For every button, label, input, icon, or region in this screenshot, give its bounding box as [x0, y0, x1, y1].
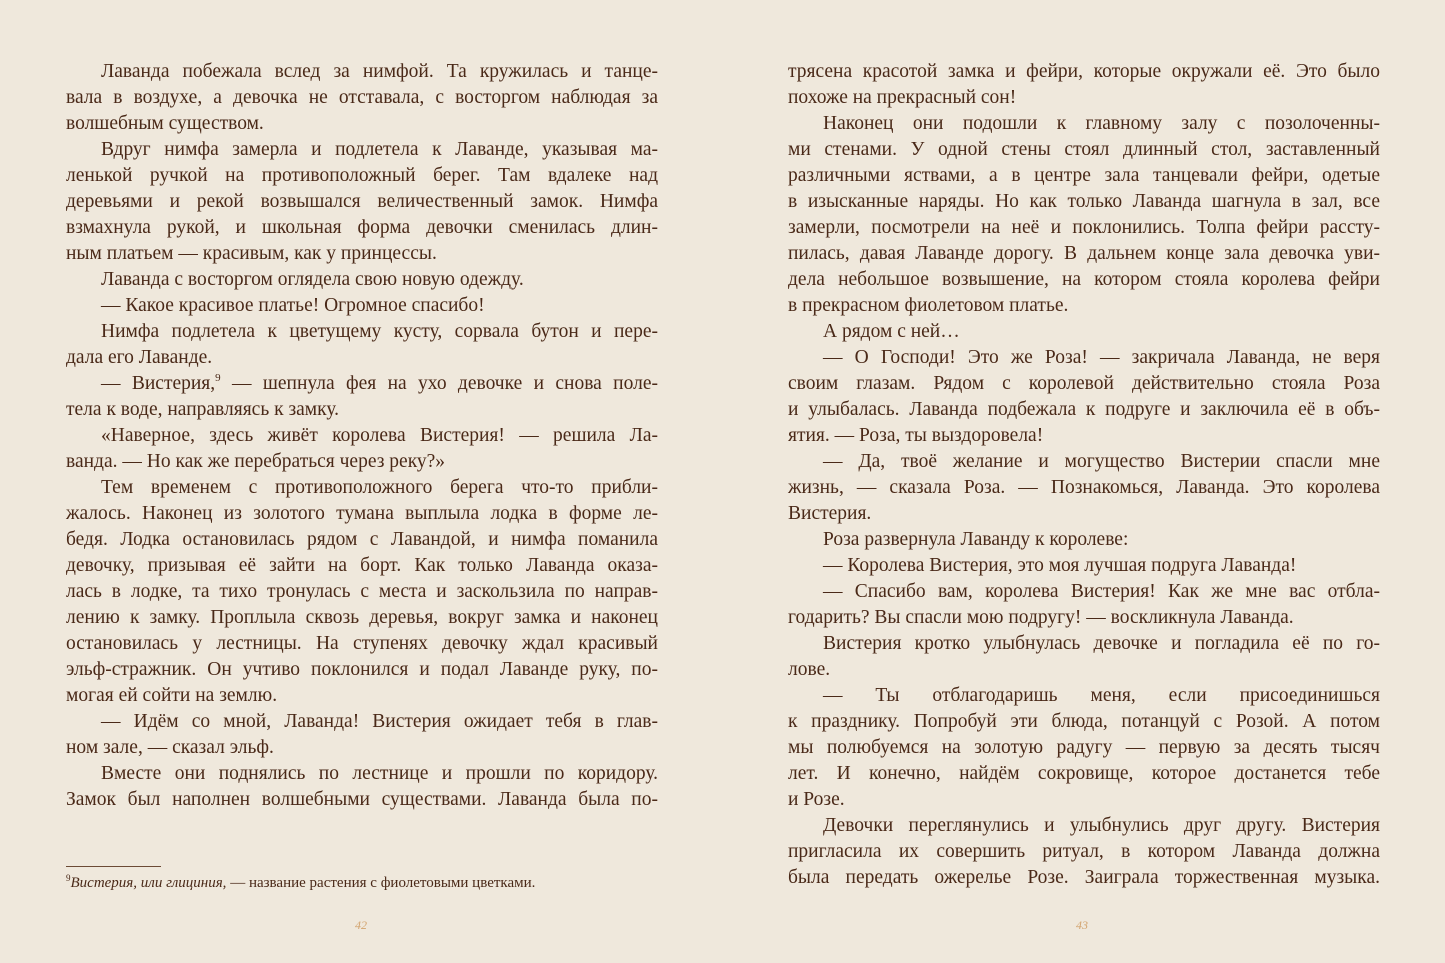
text-line: и улыбалась. Лаванда подбежала к подруге и заключила её в объ- [788, 399, 1380, 420]
text-line: — Да, твоё желание и могущество Вистерии спасли мне [823, 451, 1380, 472]
paragraph [788, 527, 1380, 553]
paragraph [66, 267, 658, 293]
text-line: Замок был наполнен волшебными существами. Лаванда была по- [66, 789, 658, 810]
footnote-text: — название растения с фиолетовыми цветками. [226, 875, 536, 891]
paragraph [66, 475, 658, 709]
text-line: ятия. — Роза, ты выздоровела! [788, 425, 1044, 446]
paragraph [66, 319, 658, 371]
footnote-divider [66, 866, 161, 867]
footnote-marker: 9 [66, 873, 71, 883]
text-line: замерли, посмотрели на неё и поклонились. Толпа фейри рассту- [788, 217, 1380, 238]
paragraph [66, 137, 658, 267]
text-segment: — Вистерия, [101, 373, 216, 394]
text-line: лет. И конечно, найдём сокровище, которое достанется тебе [788, 763, 1380, 784]
text-line: девочку, призывая её зайти на борт. Как только Лаванда оказа- [66, 555, 658, 576]
text-line: Лаванда с восторгом оглядела свою новую одежду. [101, 269, 524, 290]
paragraph [66, 59, 658, 137]
text-line: эльф-стражник. Он учтиво поклонился и подал Лаванде руку, по- [66, 659, 658, 680]
text-line: Вдруг нимфа замерла и подлетела к Лаванде, указывая ма- [101, 139, 658, 160]
text-line: Вистерия кротко улыбнулась девочке и погладила её по го- [823, 633, 1380, 654]
text-line: лась в лодке, та тихо тронулась с места и заскользила по направ- [66, 581, 658, 602]
page-number-left: 42 [355, 918, 367, 932]
paragraph [788, 449, 1380, 527]
paragraph [788, 683, 1380, 813]
paragraph [788, 579, 1380, 631]
paragraph [788, 319, 1380, 345]
text-line [66, 371, 658, 397]
text-line: вала в воздухе, а девочка не отставала, с восторгом наблюдая за [66, 87, 658, 108]
text-line: — Ты отблагодаришь меня, если присоединишься [823, 685, 1380, 706]
text-line: Наконец они подошли к главному залу с позолоченны- [823, 113, 1380, 134]
paragraph [66, 761, 658, 813]
text-line: ным платьем — красивым, как у принцессы. [66, 243, 437, 264]
text-line: ми стенами. У одной стены стоял длинный стол, заставленный [788, 139, 1380, 160]
text-line: Вистерия. [788, 503, 872, 524]
text-line: взмахнула рукой, и школьная форма девочки сменилась длин- [66, 217, 658, 238]
text-line: — Спасибо вам, королева Вистерия! Как же мне вас отбла- [823, 581, 1380, 602]
text-line: в изысканные наряды. Но как только Лаванда шагнула в зал, все [788, 191, 1380, 212]
text-line: бедя. Лодка остановилась рядом с Лавандой, и нимфа поманила [66, 529, 658, 550]
text-line: похоже на прекрасный сон! [788, 87, 1017, 108]
text-line: своим глазам. Рядом с королевой действительно стояла Роза [788, 373, 1380, 394]
paragraph [788, 111, 1380, 319]
paragraph [788, 345, 1380, 449]
text-line: была передать ожерелье Розе. Заиграла торжественная музыка. [788, 867, 1380, 888]
text-line: ванда. — Но как же перебраться через реку?» [66, 451, 446, 472]
text-line: дала его Лаванде. [66, 347, 213, 368]
text-line: — О Господи! Это же Роза! — закричала Лаванда, не веря [823, 347, 1380, 368]
text-line: — Идём со мной, Лаванда! Вистерия ожидает тебя в глав- [101, 711, 658, 732]
paragraph [788, 553, 1380, 579]
text-line: тела к воде, направляясь к замку. [66, 399, 340, 420]
footnote [66, 873, 535, 893]
text-line: остановилась у лестницы. На ступенях девочку ждал красивый [66, 633, 658, 654]
text-line: дела небольшое возвышение, на котором стояла королева фейри [788, 269, 1380, 290]
text-line: ном зале, — сказал эльф. [66, 737, 274, 758]
text-line: Тем временем с противоположного берега что-то прибли- [101, 477, 658, 498]
footnote-term: Вистерия, или глициния, [70, 875, 227, 891]
text-line: различными яствами, а в центре зала танцевали фейри, одетые [788, 165, 1380, 186]
text-line: Лаванда побежала вслед за нимфой. Та кружилась и танце- [101, 61, 658, 82]
text-line: деревьями и рекой возвышался величественный замок. Нимфа [66, 191, 658, 212]
text-line: трясена красотой замка и фейри, которые окружали её. Это было [788, 61, 1380, 82]
left-page-body [66, 59, 658, 813]
text-line: пилась, давая Лаванде дорогу. В дальнем конце зала девочка уви- [788, 243, 1380, 264]
text-line: волшебным существом. [66, 113, 264, 134]
paragraph [66, 423, 658, 475]
text-line: Вместе они поднялись по лестнице и прошли по коридору. [101, 763, 658, 784]
text-line: А рядом с ней… [823, 321, 960, 342]
text-segment: — шепнула фея на ухо девочке и снова поле- [220, 373, 658, 394]
text-line: и Розе. [788, 789, 845, 810]
text-line: ленькой ручкой на противоположный берег. Там вдалеке над [66, 165, 658, 186]
text-line: пригласила их совершить ритуал, в котором Лаванда должна [788, 841, 1380, 862]
text-line: лению к замку. Проплыла сквозь деревья, вокруг замка и наконец [66, 607, 658, 628]
text-line: в прекрасном фиолетовом платье. [788, 295, 1069, 316]
text-line: — Какое красивое платье! Огромное спасибо! [101, 295, 485, 316]
text-line: «Наверное, здесь живёт королева Вистерия! — решила Ла- [101, 425, 658, 446]
text-line: жалось. Наконец из золотого тумана выплыла лодка в форме ле- [66, 503, 658, 524]
paragraph [66, 371, 658, 423]
text-line: лове. [788, 659, 831, 680]
text-line: годарить? Вы спасли мою подругу! — воскликнула Лаванда. [788, 607, 1294, 628]
paragraph [788, 631, 1380, 683]
text-line: Нимфа подлетела к цветущему кусту, сорвала бутон и пере- [101, 321, 658, 342]
footnote-reference: 9 [215, 372, 221, 384]
right-page-body [788, 59, 1380, 891]
text-line: Девочки переглянулись и улыбнулись друг другу. Вистерия [823, 815, 1380, 836]
text-line: мы полюбуемся на золотую радугу — первую за десять тысяч [788, 737, 1380, 758]
text-line: жизнь, — сказала Роза. — Познакомься, Лаванда. Это королева [788, 477, 1380, 498]
page-number-right: 43 [1076, 918, 1088, 932]
paragraph [788, 59, 1380, 111]
paragraph [66, 709, 658, 761]
text-line: могая ей сойти на землю. [66, 685, 278, 706]
text-line: к празднику. Попробуй эти блюда, потанцуй с Розой. А потом [788, 711, 1380, 732]
text-line: — Королева Вистерия, это моя лучшая подруга Лаванда! [823, 555, 1297, 576]
paragraph [788, 813, 1380, 891]
paragraph [66, 293, 658, 319]
text-line: Роза развернула Лаванду к королеве: [823, 529, 1129, 550]
